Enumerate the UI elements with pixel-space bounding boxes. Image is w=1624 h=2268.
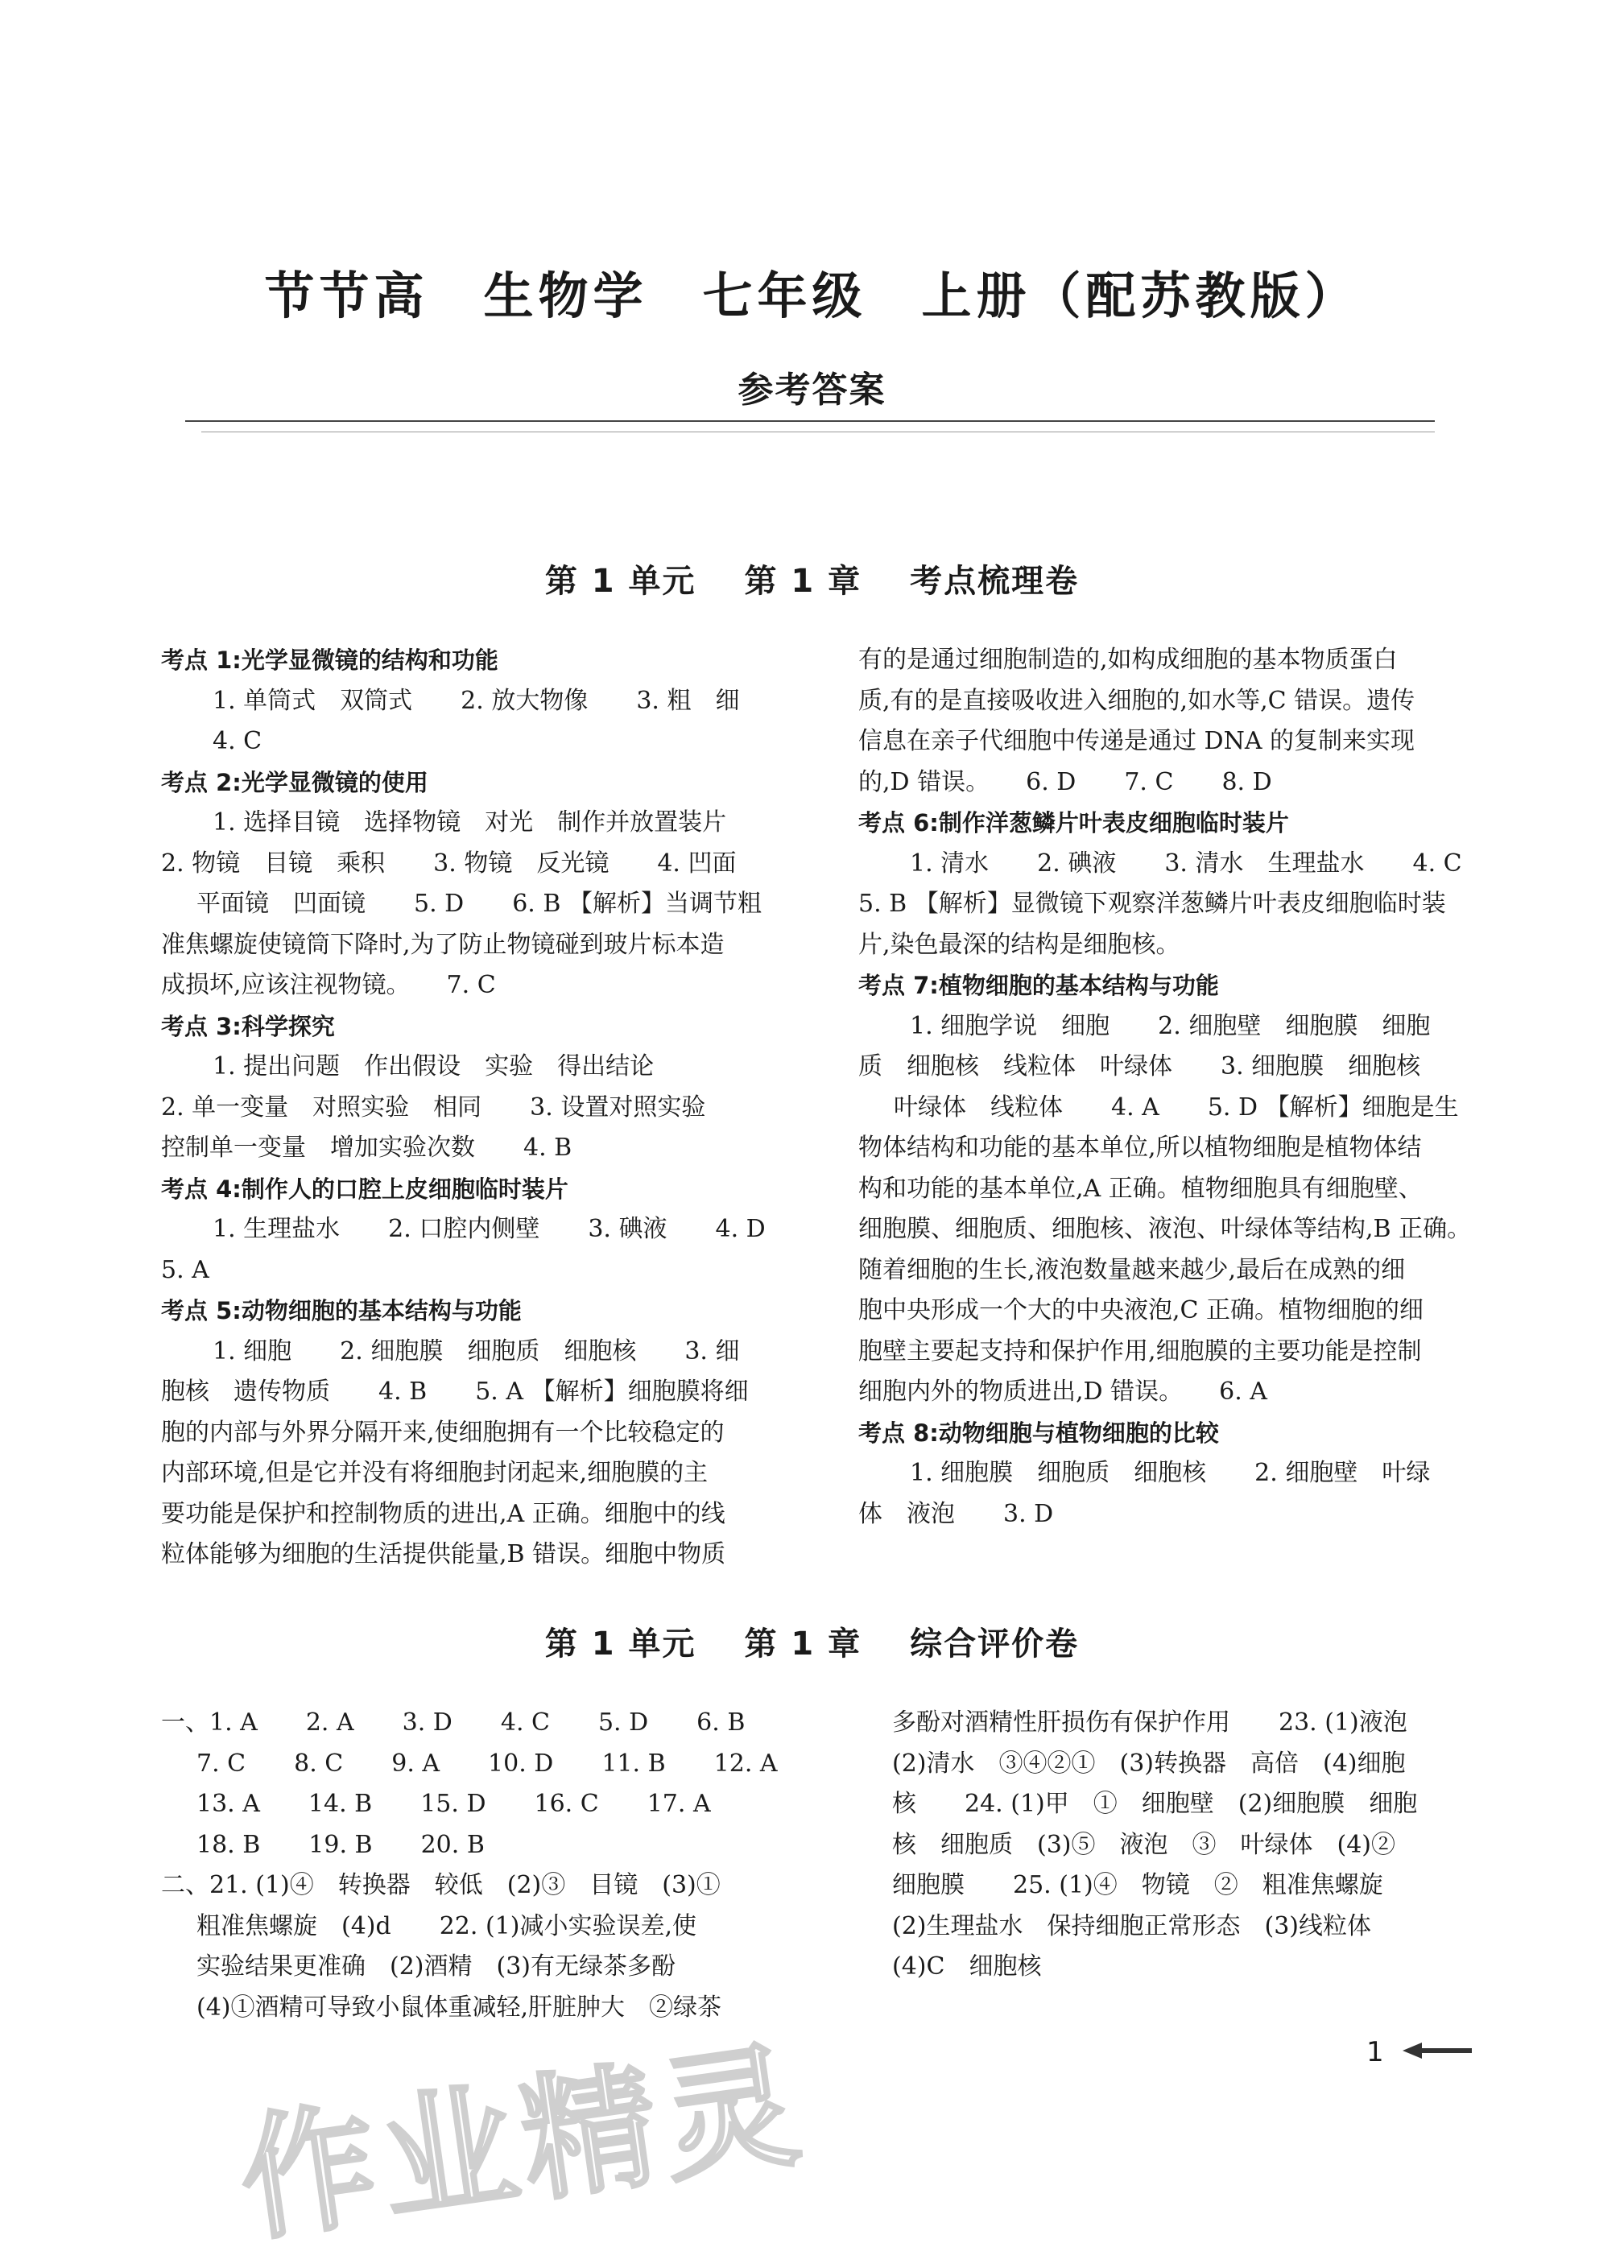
section1-unit: 第 1 单元 — [544, 563, 696, 600]
section2-left-column — [161, 1703, 778, 2028]
text-line: 核 24. (1)甲 ① 细胞壁 (2)细胞膜 细胞 — [892, 1790, 1418, 1818]
heading-kaodian-1: 考点 1:光学显微镜的结构和功能 — [161, 647, 498, 674]
heading-kaodian-4: 考点 4:制作人的口腔上皮细胞临时装片 — [161, 1175, 568, 1203]
text-line: 1. 细胞 2. 细胞膜 细胞质 细胞核 3. 细 — [213, 1336, 740, 1365]
title-rule-top — [185, 420, 1435, 422]
text-line: 体 液泡 3. D — [858, 1499, 1054, 1528]
text-line: 有的是通过细胞制造的,如构成细胞的基本物质蛋白 — [858, 646, 1398, 674]
text-line: 4. C — [213, 727, 262, 755]
page-number: 1 — [1366, 2036, 1384, 2068]
text-line: 1. 细胞学说 细胞 2. 细胞壁 细胞膜 细胞 — [910, 1011, 1431, 1040]
text-line: (4)①酒精可导致小鼠体重减轻,肝脏肿大 ②绿茶 — [196, 1993, 722, 2022]
text-line: 物体结构和功能的基本单位,所以植物细胞是植物体结 — [858, 1134, 1422, 1162]
text-line: 准焦螺旋使镜筒下降时,为了防止物镜碰到玻片标本造 — [161, 930, 725, 959]
text-line: (4)C 细胞核 — [892, 1952, 1042, 1981]
text-line: 5. B 【解析】显微镜下观察洋葱鳞片叶表皮细胞临时装 — [858, 890, 1446, 918]
text-line: (2)清水 ③④②① (3)转换器 高倍 (4)细胞 — [892, 1749, 1406, 1778]
text-line: 的,D 错误。 6. D 7. C 8. D — [858, 767, 1272, 796]
text-line: 13. A 14. B 15. D 16. C 17. A — [196, 1790, 711, 1818]
text-line: 内部环境,但是它并没有将细胞封闭起来,细胞膜的主 — [161, 1459, 709, 1487]
text-line: 一、1. A 2. A 3. D 4. C 5. D 6. B — [161, 1708, 746, 1737]
text-line: 5. A — [161, 1255, 209, 1284]
section2-unit: 第 1 单元 — [544, 1626, 696, 1663]
text-line: 细胞膜、细胞质、细胞核、液泡、叶绿体等结构,B 正确。 — [858, 1215, 1472, 1243]
heading-kaodian-7: 考点 7:植物细胞的基本结构与功能 — [858, 972, 1219, 999]
text-line: 成损坏,应该注视物镜。 7. C — [161, 971, 496, 999]
text-line: 质,有的是直接吸收进入细胞的,如水等,C 错误。遗传 — [858, 686, 1415, 715]
heading-kaodian-6: 考点 6:制作洋葱鳞片叶表皮细胞临时装片 — [858, 809, 1289, 837]
left-arrow-icon — [1403, 2041, 1472, 2060]
text-line: 粒体能够为细胞的生活提供能量,B 错误。细胞中物质 — [161, 1540, 726, 1568]
text-line: 1. 清水 2. 碘液 3. 清水 生理盐水 4. C — [910, 849, 1462, 878]
heading-kaodian-3: 考点 3:科学探究 — [161, 1012, 335, 1040]
text-line: 二、21. (1)④ 转换器 较低 (2)③ 目镜 (3)① — [161, 1871, 721, 1899]
text-line: 质 细胞核 线粒体 叶绿体 3. 细胞膜 细胞核 — [858, 1052, 1421, 1080]
text-line: 平面镜 凹面镜 5. D 6. B 【解析】当调节粗 — [196, 890, 762, 918]
text-line: 多酚对酒精性肝损伤有保护作用 23. (1)液泡 — [892, 1708, 1407, 1737]
text-line: 信息在亲子代细胞中传递是通过 DNA 的复制来实现 — [858, 727, 1415, 755]
watermark: 作业精灵 — [230, 2025, 815, 2261]
text-line: 粗准焦螺旋 (4)d 22. (1)减小实验误差,使 — [196, 1911, 696, 1940]
text-line: 2. 物镜 目镜 乘积 3. 物镜 反光镜 4. 凹面 — [161, 849, 737, 878]
text-line: 细胞膜 25. (1)④ 物镜 ② 粗准焦螺旋 — [892, 1871, 1383, 1899]
text-line: 控制单一变量 增加实验次数 4. B — [161, 1134, 572, 1162]
section1-name: 考点梳理卷 — [910, 563, 1080, 600]
section2-name: 综合评价卷 — [910, 1626, 1080, 1663]
page-subtitle: 参考答案 — [738, 370, 886, 411]
text-line: 构和功能的基本单位,A 正确。植物细胞具有细胞壁、 — [858, 1174, 1423, 1203]
text-line: 片,染色最深的结构是细胞核。 — [858, 930, 1180, 959]
text-line: 随着细胞的生长,液泡数量越来越少,最后在成熟的细 — [858, 1255, 1406, 1284]
text-line: 叶绿体 线粒体 4. A 5. D 【解析】细胞是生 — [894, 1093, 1459, 1122]
section1-right-column — [858, 640, 1471, 1535]
text-line: 1. 细胞膜 细胞质 细胞核 2. 细胞壁 叶绿 — [910, 1459, 1431, 1487]
heading-kaodian-2: 考点 2:光学显微镜的使用 — [161, 768, 428, 796]
section2-right-column — [892, 1703, 1417, 1988]
text-line: 1. 提出问题 作出假设 实验 得出结论 — [213, 1052, 655, 1080]
text-line: 胞壁主要起支持和保护作用,细胞膜的主要功能是控制 — [858, 1336, 1422, 1365]
text-line: (2)生理盐水 保持细胞正常形态 (3)线粒体 — [892, 1911, 1371, 1940]
text-line: 2. 单一变量 对照实验 相同 3. 设置对照实验 — [161, 1093, 706, 1122]
text-line: 胞中央形成一个大的中央液泡,C 正确。植物细胞的细 — [858, 1296, 1424, 1324]
text-line: 核 细胞质 (3)⑤ 液泡 ③ 叶绿体 (4)② — [892, 1830, 1395, 1859]
text-line: 胞的内部与外界分隔开来,使细胞拥有一个比较稳定的 — [161, 1418, 725, 1447]
text-line: 实验结果更准确 (2)酒精 (3)有无绿茶多酚 — [196, 1952, 676, 1981]
text-line: 1. 选择目镜 选择物镜 对光 制作并放置装片 — [213, 808, 727, 837]
section2-heading — [0, 1618, 1624, 1664]
section1-chapter: 第 1 章 — [744, 563, 862, 600]
text-line: 7. C 8. C 9. A 10. D 11. B 12. A — [196, 1749, 778, 1778]
text-line: 18. B 19. B 20. B — [196, 1830, 485, 1859]
heading-kaodian-5: 考点 5:动物细胞的基本结构与功能 — [161, 1297, 522, 1324]
text-line: 要功能是保护和控制物质的进出,A 正确。细胞中的线 — [161, 1499, 725, 1528]
section1-heading — [0, 556, 1624, 601]
text-line: 胞核 遗传物质 4. B 5. A 【解析】细胞膜将细 — [161, 1378, 749, 1406]
heading-kaodian-8: 考点 8:动物细胞与植物细胞的比较 — [858, 1419, 1219, 1447]
section1-left-column — [161, 640, 766, 1576]
section2-chapter: 第 1 章 — [744, 1626, 862, 1663]
text-line: 1. 单筒式 双筒式 2. 放大物像 3. 粗 细 — [213, 686, 740, 715]
text-line: 1. 生理盐水 2. 口腔内侧壁 3. 碘液 4. D — [213, 1215, 766, 1243]
text-line: 细胞内外的物质进出,D 错误。 6. A — [858, 1378, 1267, 1406]
page-title: 节节高 生物学 七年级 上册（配苏教版） — [264, 266, 1360, 325]
